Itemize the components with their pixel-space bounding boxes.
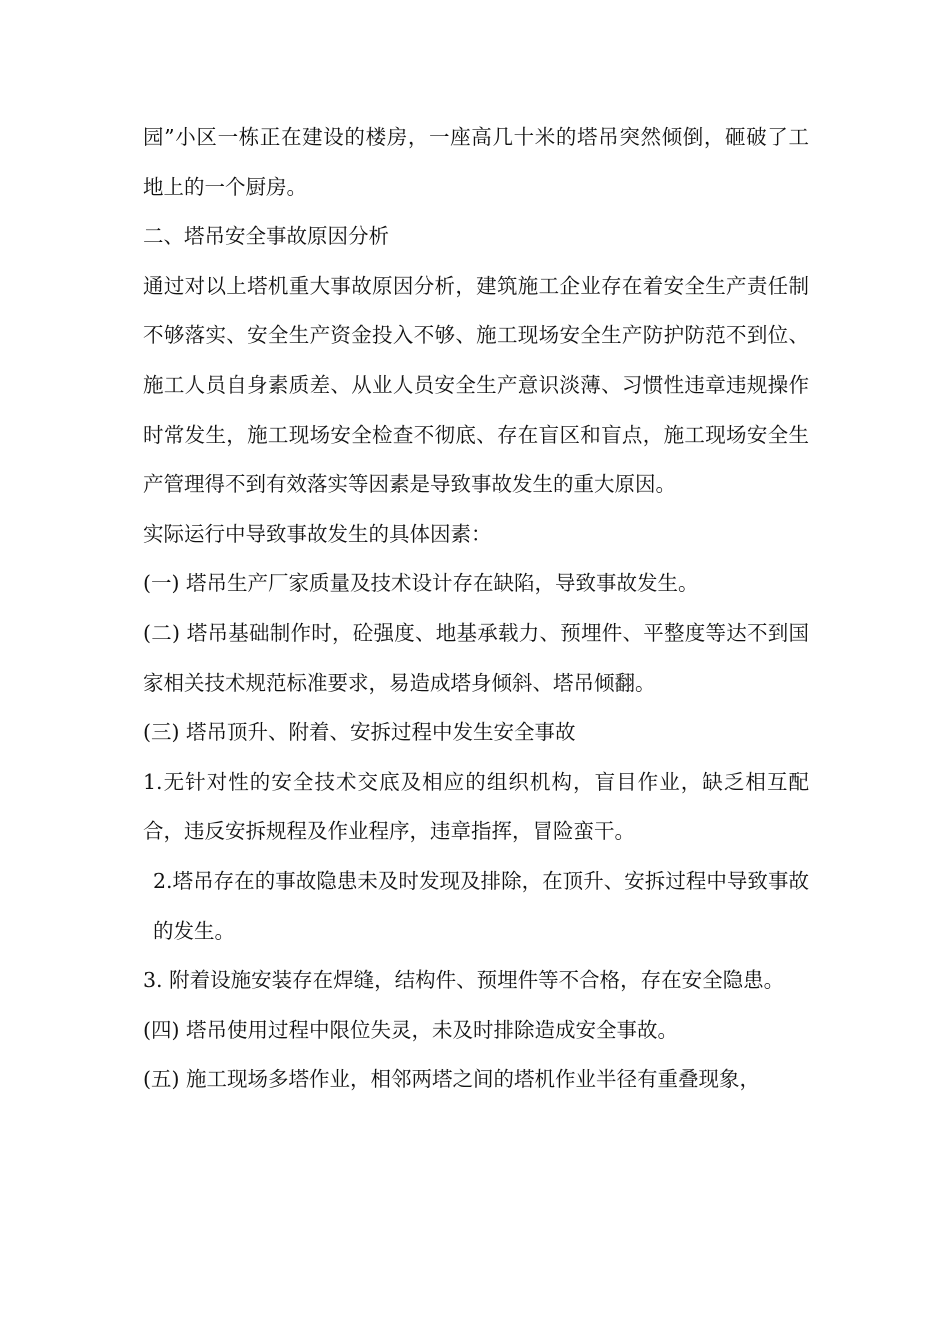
paragraph-continuation: 园”小区一栋正在建设的楼房，一座高几十米的塔吊突然倾倒，砸破了工地上的一个厨房。: [143, 125, 809, 199]
paragraph-cause-summary: 通过对以上塔机重大事故原因分析，建筑施工企业存在着安全生产责任制不够落实、安全生产资金投入不够、施工现场安全生产防护防范不到位、施工人员自身素质差、从业人员安全生产意识淡薄、习惯性违章违规操作时常发生，施工现场安全检查不彻底、存在盲区和盲点，施工现场安全生产管理得不到有效落实等因素是导致事故发生的重大原因。: [143, 273, 809, 497]
document-body: [143, 113, 809, 1105]
list-item-factor-5: (五) 施工现场多塔作业，相邻两塔之间的塔机作业半径有重叠现象，: [143, 1067, 761, 1092]
list-item-factor-4: (四) 塔吊使用过程中限位失灵，未及时排除造成安全事故。: [143, 1017, 679, 1042]
section-heading-cause-analysis: 二、塔吊安全事故原因分析: [143, 224, 389, 249]
sub-item-3-2: 2.塔吊存在的事故隐患未及时发现及排除，在顶升、安拆过程中导致事故的发生。: [153, 868, 809, 943]
list-item-factor-1: (一) 塔吊生产厂家质量及技术设计存在缺陷，导致事故发生。: [143, 571, 699, 596]
sub-item-3-1: 1.无针对性的安全技术交底及相应的组织机构，盲目作业，缺乏相互配合，违反安拆规程及作业程序，违章指挥，冒险蛮干。: [143, 769, 809, 844]
list-item-factor-3: (三) 塔吊顶升、附着、安拆过程中发生安全事故: [143, 720, 576, 745]
list-item-factor-2: (二) 塔吊基础制作时，砼强度、地基承载力、预埋件、平整度等达不到国家相关技术规范标准要求，易造成塔身倾斜、塔吊倾翻。: [143, 620, 809, 695]
paragraph-specific-factors-intro: 实际运行中导致事故发生的具体因素：: [143, 521, 492, 546]
sub-item-3-3: 3. 附着设施安装存在焊缝，结构件、预埋件等不合格，存在安全隐患。: [143, 968, 785, 993]
